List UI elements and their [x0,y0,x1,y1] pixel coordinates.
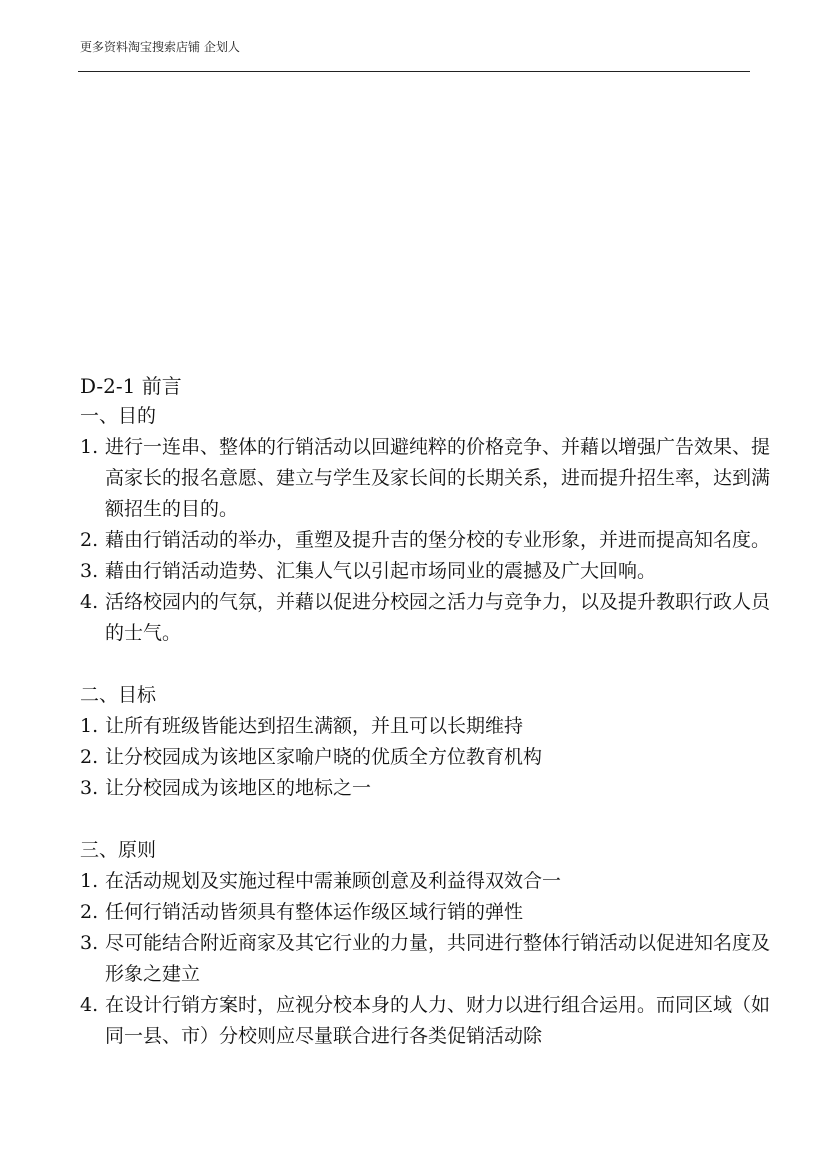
list-item [80,525,773,556]
section-heading: 三、原则 [80,839,157,861]
item-text: 尽可能结合附近商家及其它行业的力量，共同进行整体行销活动以促进知名度及形象之建立 [105,932,771,985]
item-number: 1. [80,715,99,737]
section-spacer [80,649,760,680]
list-item [80,432,773,525]
section-heading: 二、目标 [80,684,157,706]
list-item [80,711,773,742]
item-text: 任何行销活动皆须具有整体运作级区域行销的弹性 [105,901,524,923]
list-item [80,556,773,587]
item-number: 3. [80,932,99,954]
section-spacer [80,804,760,835]
item-number: 3. [80,560,99,582]
section-principles [80,835,771,1052]
section-heading: 一、目的 [80,405,157,427]
document-title: D-2-1 前言 [80,374,182,398]
item-number: 1. [80,870,99,892]
item-number: 2. [80,746,99,768]
item-number: 4. [80,994,99,1016]
page-header [78,40,750,72]
section-goals [80,680,760,804]
list-item [80,897,773,928]
list-item [80,742,773,773]
item-number: 1. [80,436,99,458]
item-text: 让分校园成为该地区家喻户晓的优质全方位教育机构 [105,746,543,768]
item-text: 在活动规划及实施过程中需兼顾创意及利益得双效合一 [105,870,562,892]
header-text: 更多资料淘宝搜索店铺 企划人 [80,40,240,54]
item-text: 让所有班级皆能达到招生满额，并且可以长期维持 [105,715,524,737]
section-purpose [80,401,771,649]
item-text: 活络校园内的气氛，并藉以促进分校园之活力与竞争力，以及提升教职行政人员的士气。 [105,591,771,644]
item-text: 让分校园成为该地区的地标之一 [105,777,372,799]
list-item [80,773,773,804]
item-number: 2. [80,529,99,551]
item-number: 4. [80,591,99,613]
item-text: 藉由行销活动的举办，重塑及提升吉的堡分校的专业形象，并进而提高知名度。 [105,529,771,551]
item-number: 2. [80,901,99,923]
item-text: 在设计行销方案时，应视分校本身的人力、财力以进行组合运用。而同区域（如同一县、市）分校则应尽量联合进行各类促销活动除 [105,994,771,1047]
list-item [80,587,773,649]
item-number: 3. [80,777,99,799]
list-item [80,928,773,990]
item-text: 进行一连串、整体的行销活动以回避纯粹的价格竞争、并藉以增强广告效果、提高家长的报名意愿、建立与学生及家长间的长期关系，进而提升招生率，达到满额招生的目的。 [105,436,771,520]
document-body [80,371,771,1052]
item-text: 藉由行销活动造势、汇集人气以引起市场同业的震撼及广大回响。 [105,560,657,582]
list-item [80,866,773,897]
list-item [80,990,773,1052]
